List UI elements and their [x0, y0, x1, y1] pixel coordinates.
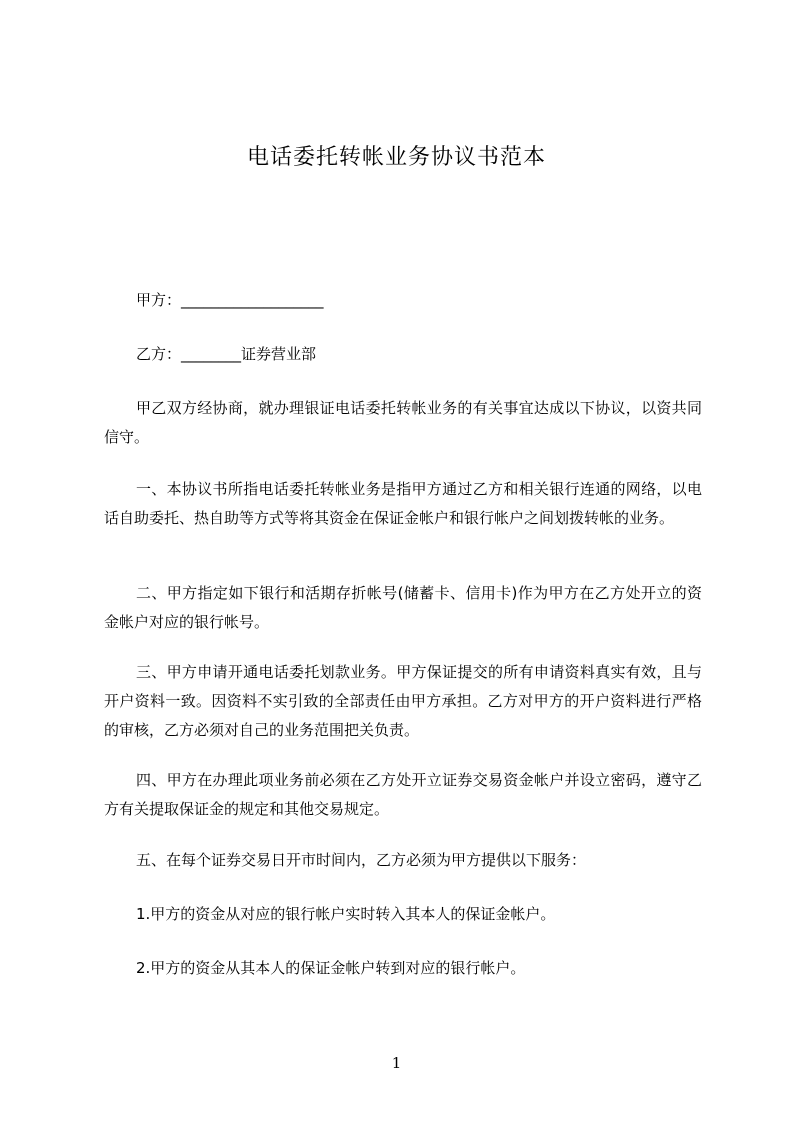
party-b-line: 乙方：________证券营业部 — [136, 345, 317, 363]
clause-5-paragraph: 五、在每个证券交易日开市时间内，乙方必须为甲方提供以下服务： — [136, 851, 587, 869]
document-title: 电话委托转帐业务协议书范本 — [246, 145, 546, 170]
service-item-1: 1.甲方的资金从对应的银行帐户实时转入其本人的保证金帐户。 — [136, 905, 556, 923]
preamble-paragraph: 甲乙双方经协商，就办理银证电话委托转帐业务的有关事宜达成以下协议，以资共同信守。 — [104, 399, 702, 446]
clause-3-paragraph: 三、甲方申请开通电话委托划款业务。甲方保证提交的所有申请资料真实有效，且与开户资料一致。因资料不实引致的全部责任由甲方承担。乙方对甲方的开户资料进行严格的审核，乙方必须对自己的业务范围把关负责。 — [104, 663, 702, 739]
page-number: 1 — [391, 1054, 402, 1072]
clause-1-paragraph: 一、本协议书所指电话委托转帐业务是指甲方通过乙方和相关银行连通的网络，以电话自助委托、热自助等方式等将其资金在保证金帐户和银行帐户之间划拨转帐的业务。 — [104, 480, 702, 527]
service-item-2: 2.甲方的资金从其本人的保证金帐户转到对应的银行帐户。 — [136, 959, 526, 977]
party-a-line: 甲方：___________________ — [136, 291, 324, 309]
clause-2-paragraph: 二、甲方指定如下银行和活期存折帐号(储蓄卡、信用卡)作为甲方在乙方处开立的资金帐户对应的银行帐号。 — [104, 584, 702, 631]
clause-4-paragraph: 四、甲方在办理此项业务前必须在乙方处开立证券交易资金帐户并设立密码，遵守乙方有关提取保证金的规定和其他交易规定。 — [104, 771, 702, 818]
